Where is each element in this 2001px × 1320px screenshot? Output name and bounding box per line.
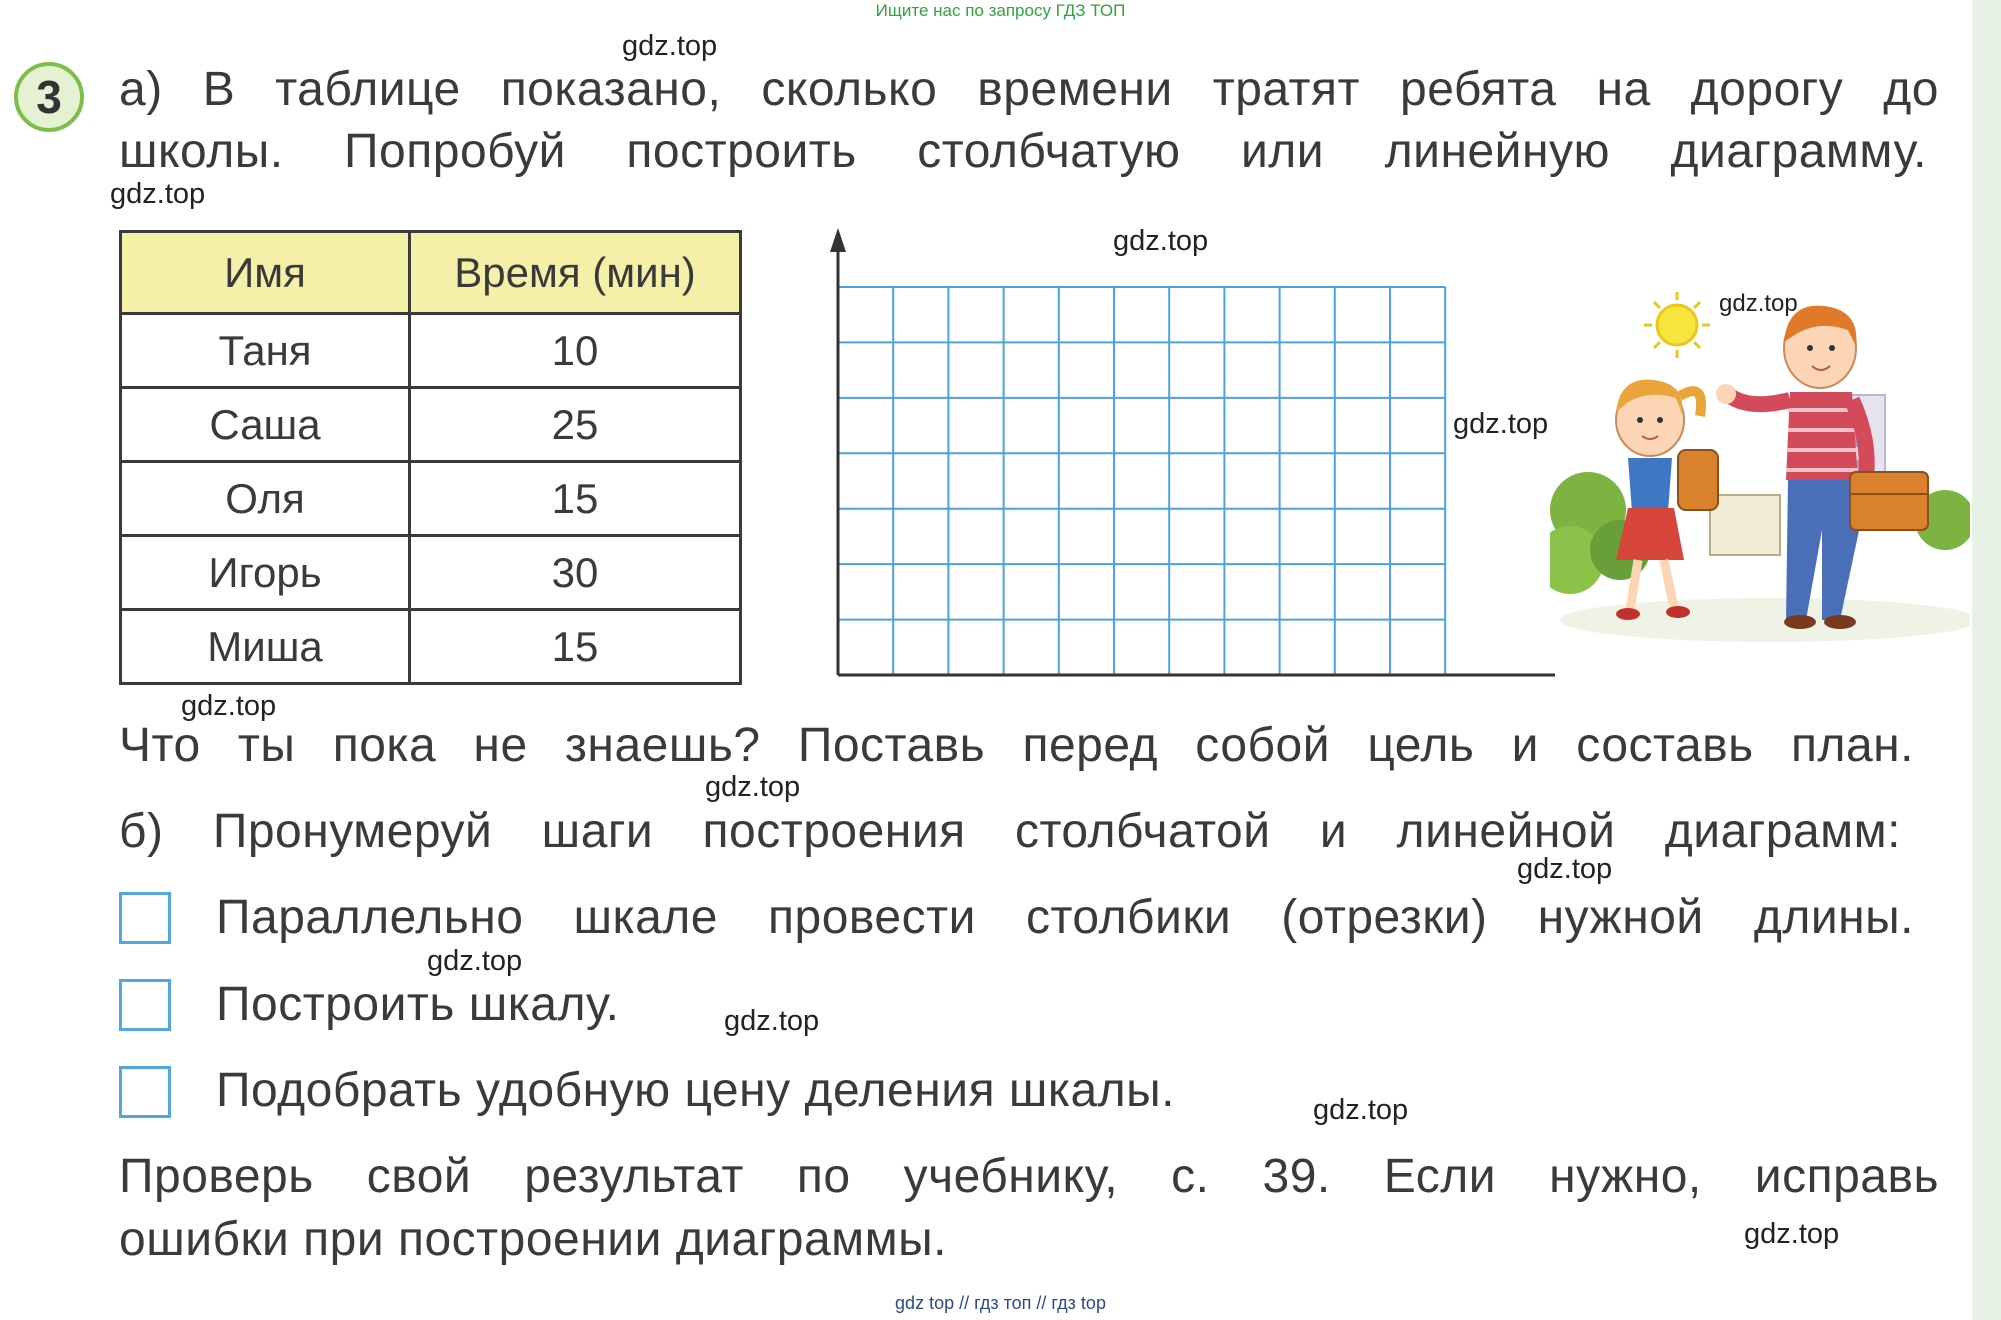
row-time: 15 xyxy=(410,610,741,684)
watermark: gdz.top xyxy=(427,945,523,977)
girl-figure xyxy=(1616,380,1718,620)
header-time: Время (мин) xyxy=(410,232,741,314)
watermark: gdz.top xyxy=(1517,853,1613,885)
bottom-banner: gdz top // гдз топ // гдз top xyxy=(895,1293,1106,1313)
row-time: 30 xyxy=(410,536,741,610)
row-name: Миша xyxy=(121,610,410,684)
watermark: gdz.top xyxy=(1113,225,1209,257)
row-time: 25 xyxy=(410,388,741,462)
table-row xyxy=(121,462,741,536)
empty-diagram-grid[interactable] xyxy=(820,220,1560,680)
step-2-text: Построить шкалу. xyxy=(216,978,620,1031)
watermark: gdz.top xyxy=(1313,1094,1409,1126)
table-row xyxy=(121,388,741,462)
row-name: Игорь xyxy=(121,536,410,610)
step-1-checkbox[interactable] xyxy=(119,892,171,944)
step-1-text: Параллельно шкале провести столбики (отрезки) нужной длины. xyxy=(216,891,1914,944)
step-3-checkbox[interactable] xyxy=(119,1066,171,1118)
watermark: gdz.top xyxy=(110,178,206,210)
y-axis-arrow-icon xyxy=(830,228,846,252)
watermark: gdz.top xyxy=(1453,408,1549,440)
check-line-2: ошибки при построении диаграммы. xyxy=(119,1213,947,1266)
part-a-line-1: а) В таблице показано, сколько времени тратят ребята на дорогу до xyxy=(119,63,1939,116)
check-line-1: Проверь свой результат по учебнику, с. 39. Если нужно, исправь xyxy=(119,1150,1939,1203)
top-banner: Ищите нас по запросу ГДЗ ТОП xyxy=(875,1,1126,20)
ground xyxy=(1560,598,1970,642)
grid-lines xyxy=(838,287,1445,675)
table-row xyxy=(121,314,741,388)
table-row xyxy=(121,536,741,610)
table-header-row xyxy=(121,232,741,314)
step-2-checkbox[interactable] xyxy=(119,979,171,1031)
watermark: gdz.top xyxy=(622,30,718,62)
children-walking-illustration xyxy=(1550,280,1970,650)
watermark: gdz.top xyxy=(705,771,801,803)
header-name: Имя xyxy=(121,232,410,314)
watermark: gdz.top xyxy=(181,690,277,722)
question-line: Что ты пока не знаешь? Поставь перед собой цель и составь план. xyxy=(119,719,1914,772)
row-name: Таня xyxy=(121,314,410,388)
row-name: Оля xyxy=(121,462,410,536)
row-time: 10 xyxy=(410,314,741,388)
table-row xyxy=(121,610,741,684)
briefcase-icon xyxy=(1850,472,1928,530)
row-time: 15 xyxy=(410,462,741,536)
part-b-title: б) Пронумеруй шаги построения столбчатой и линейной диаграмм: xyxy=(119,805,1901,858)
sun-icon xyxy=(1644,292,1710,358)
watermark: gdz.top xyxy=(1744,1218,1840,1250)
row-name: Саша xyxy=(121,388,410,462)
step-3-text: Подобрать удобную цену деления шкалы. xyxy=(216,1064,1175,1117)
page-edge-strip xyxy=(1972,0,2001,1320)
part-a-line-2: школы. Попробуй построить столбчатую или линейную диаграмму. xyxy=(119,125,1927,178)
watermark: gdz.top xyxy=(1719,290,1798,317)
watermark: gdz.top xyxy=(724,1005,820,1037)
bench-icon xyxy=(1710,495,1780,555)
task-number-badge: 3 xyxy=(14,62,84,132)
travel-time-table xyxy=(119,230,742,685)
boy-figure xyxy=(1716,306,1928,629)
